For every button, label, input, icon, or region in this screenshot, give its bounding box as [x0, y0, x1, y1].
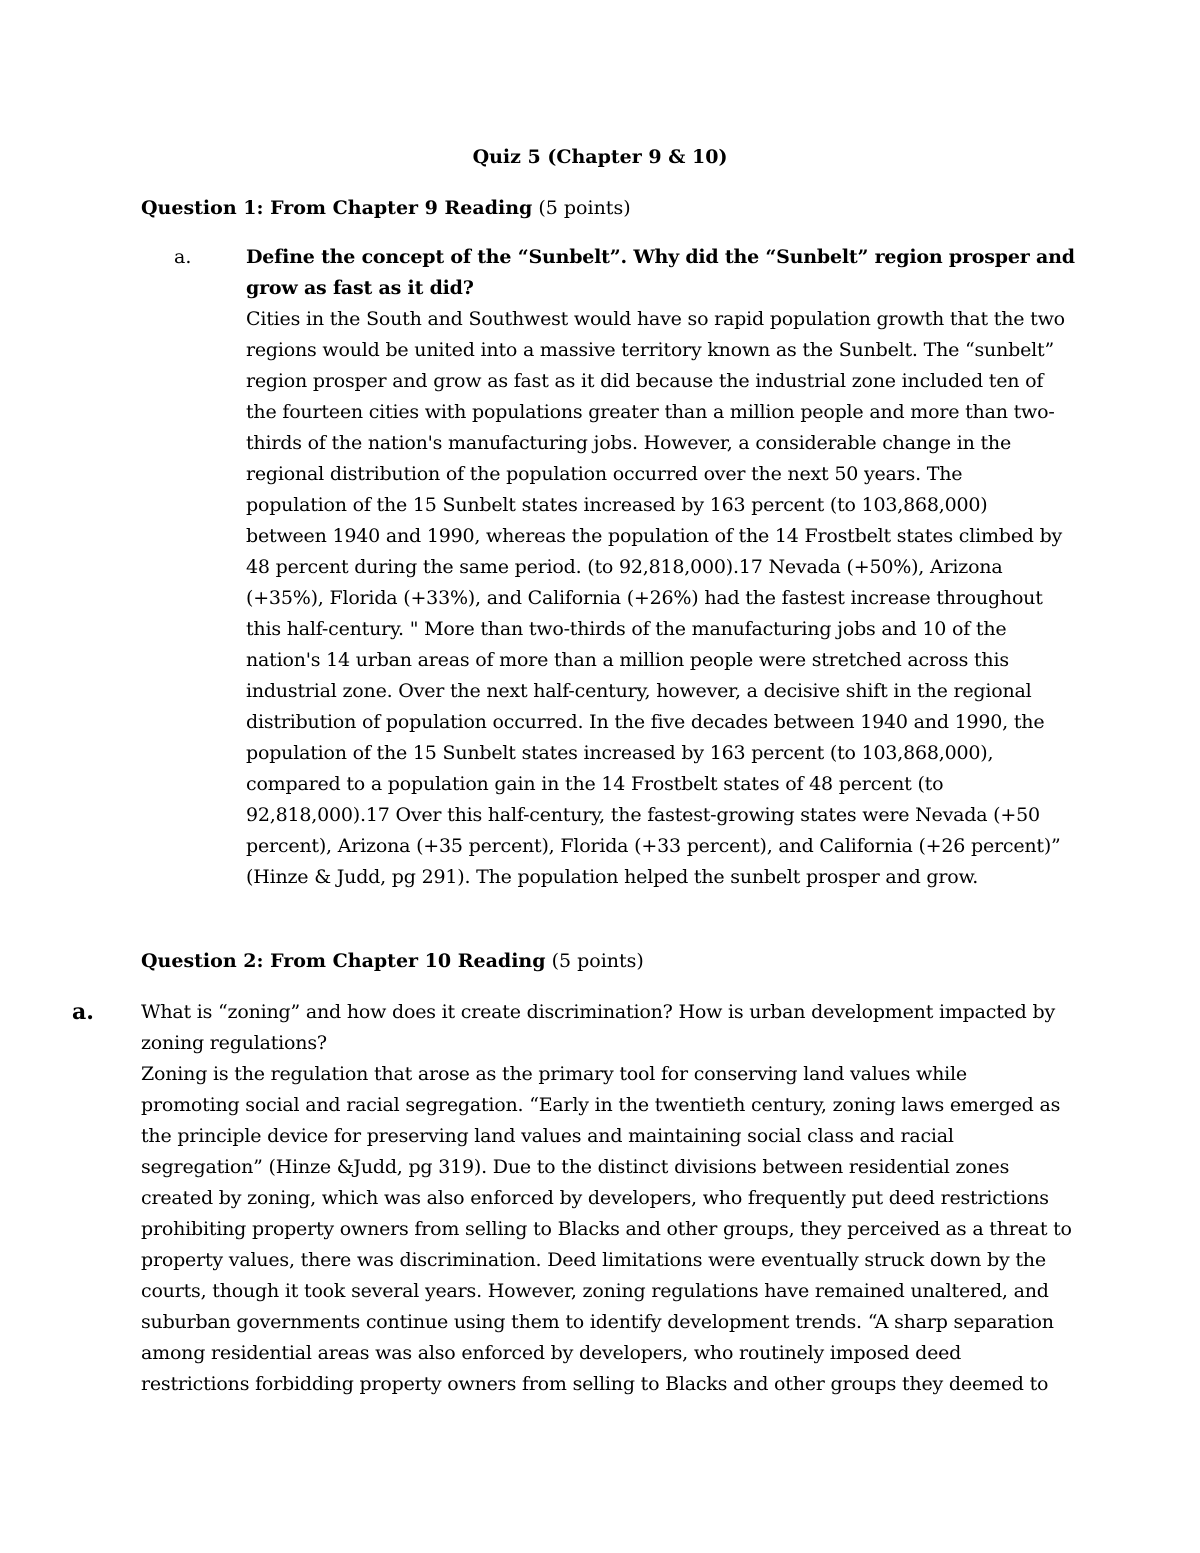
question-1-answer-line: regional distribution of the population occurred over the next 50 years. The	[246, 463, 963, 485]
question-2-answer-line: courts, though it took several years. However, zoning regulations have remained unaltered, and	[141, 1280, 1049, 1302]
question-1-points: (5 points)	[532, 197, 631, 219]
question-2-answer-line: among residential areas was also enforced by developers, who routinely imposed deed	[141, 1342, 962, 1364]
question-2-prompt-line: What is “zoning” and how does it create discrimination? How is urban development impacted by	[141, 1001, 1055, 1023]
question-2-answer-line: promoting social and racial segregation. “Early in the twentieth century, zoning laws emerged as	[141, 1094, 1061, 1116]
question-2-answer-line: restrictions forbidding property owners from selling to Blacks and other groups they deemed to	[141, 1373, 1049, 1395]
question-2-answer-line: prohibiting property owners from selling to Blacks and other groups, they perceived as a threat to	[141, 1218, 1072, 1240]
question-2-answer-line: Zoning is the regulation that arose as the primary tool for conserving land values while	[141, 1063, 967, 1085]
question-1-prompt-line: Define the concept of the “Sunbelt”. Why did the “Sunbelt” region prosper and	[246, 246, 1075, 268]
question-2-answer-line: segregation” (Hinze &Judd, pg 319). Due to the distinct divisions between residential zones	[141, 1156, 1010, 1178]
question-1-answer-line: regions would be united into a massive territory known as the Sunbelt. The “sunbelt”	[246, 339, 1054, 361]
question-1-answer-line: population of the 15 Sunbelt states increased by 163 percent (to 103,868,000),	[246, 742, 994, 764]
question-1-answer-line: percent), Arizona (+35 percent), Florida (+33 percent), and California (+26 percent)”	[246, 835, 1061, 857]
question-1-answer-line: 92,818,000).17 Over this half-century, the fastest-growing states were Nevada (+50	[246, 804, 1040, 826]
question-1-answer-line: population of the 15 Sunbelt states increased by 163 percent (to 103,868,000)	[246, 494, 988, 516]
question-1-prompt-line: grow as fast as it did?	[246, 277, 474, 299]
question-2-item	[141, 997, 1076, 1400]
question-2-prompt-line: zoning regulations?	[141, 1032, 327, 1054]
question-1-answer-line: nation's 14 urban areas of more than a million people were stretched across this	[246, 649, 1009, 671]
question-2-heading-label: Question 2: From Chapter 10 Reading	[141, 950, 546, 972]
question-2-answer-line: the principle device for preserving land values and maintaining social class and racial	[141, 1125, 954, 1147]
question-1-answer-line: industrial zone. Over the next half-century, however, a decisive shift in the regional	[246, 680, 1032, 702]
question-1-answer-line: between 1940 and 1990, whereas the population of the 14 Frostbelt states climbed by	[246, 525, 1063, 547]
question-2-answer-line: created by zoning, which was also enforced by developers, who frequently put deed restrictions	[141, 1187, 1049, 1209]
question-1-answer-line: region prosper and grow as fast as it did because the industrial zone included ten of	[246, 370, 1044, 392]
question-1-heading	[141, 193, 631, 224]
question-2-answer-line: property values, there was discrimination. Deed limitations were eventually struck down by the	[141, 1249, 1046, 1271]
question-2-points: (5 points)	[545, 950, 644, 972]
question-1-answer-line: (Hinze & Judd, pg 291). The population helped the sunbelt prosper and grow.	[246, 866, 979, 888]
question-2-item-marker: a.	[72, 999, 94, 1025]
question-1-answer-line: 48 percent during the same period. (to 92,818,000).17 Nevada (+50%), Arizona	[246, 556, 1003, 578]
quiz-title: Quiz 5 (Chapter 9 & 10)	[472, 146, 728, 168]
question-1-answer-line: thirds of the nation's manufacturing jobs. However, a considerable change in the	[246, 432, 1012, 454]
question-1-item	[246, 242, 1076, 893]
question-1-answer-line: compared to a population gain in the 14 Frostbelt states of 48 percent (to	[246, 773, 944, 795]
question-1-answer-line: Cities in the South and Southwest would have so rapid population growth that the two	[246, 308, 1065, 330]
question-1-answer-line: (+35%), Florida (+33%), and California (+26%) had the fastest increase throughout	[246, 587, 1043, 609]
question-1-answer-line: distribution of population occurred. In the five decades between 1940 and 1990, the	[246, 711, 1045, 733]
question-1-heading-label: Question 1: From Chapter 9 Reading	[141, 197, 533, 219]
question-1-answer-line: the fourteen cities with populations greater than a million people and more than two-	[246, 401, 1055, 423]
question-2-heading	[141, 946, 644, 977]
question-1-item-marker: a.	[174, 246, 192, 268]
question-1-answer-line: this half-century. " More than two-thirds of the manufacturing jobs and 10 of the	[246, 618, 1007, 640]
question-2-answer-line: suburban governments continue using them to identify development trends. “A sharp separation	[141, 1311, 1054, 1333]
